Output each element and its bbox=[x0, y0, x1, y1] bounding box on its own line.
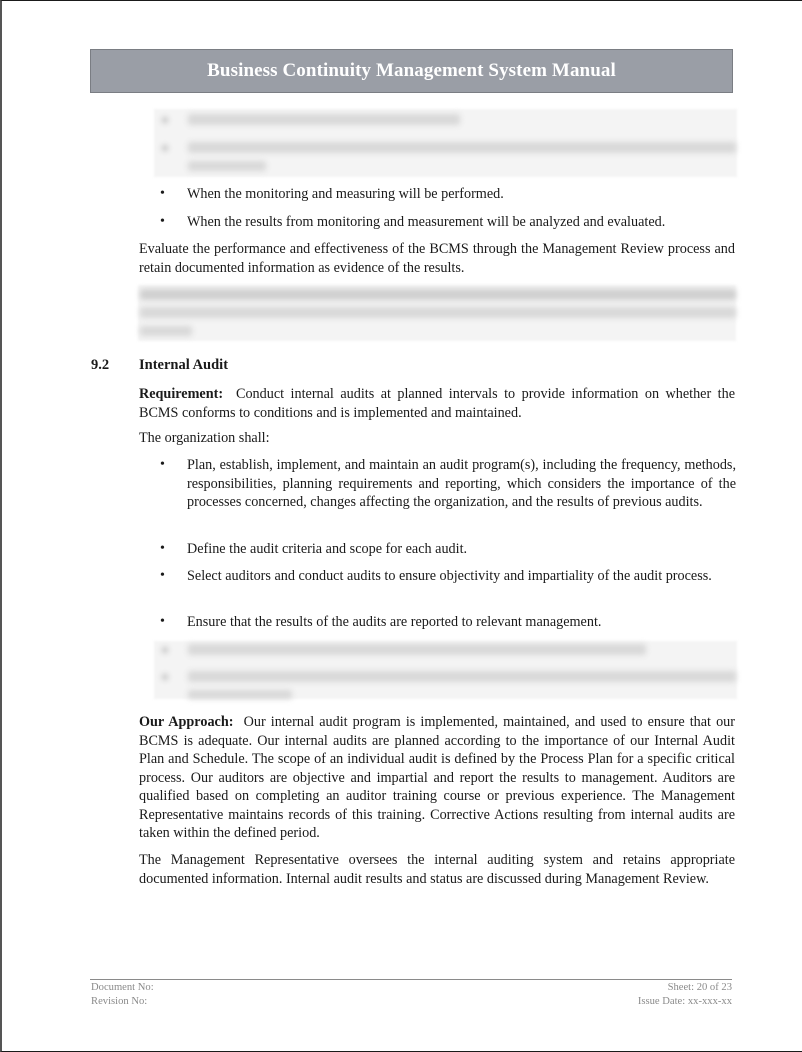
blurred-bullet-dot bbox=[162, 674, 168, 680]
footer-right bbox=[638, 981, 732, 1009]
bullet-icon: • bbox=[160, 186, 165, 201]
blurred-bullet-text bbox=[188, 161, 266, 171]
footer-left bbox=[91, 981, 154, 1009]
requirement-paragraph bbox=[139, 385, 735, 422]
section-number: 9.2 bbox=[91, 357, 110, 373]
blurred-bullet-text bbox=[188, 690, 292, 699]
bullet-icon: • bbox=[160, 614, 165, 629]
blurred-bullet-text bbox=[188, 644, 646, 655]
closing-paragraph: The Management Representative oversees the internal auditing system and retains appropriate documented information. Internal audit results and status are discussed during Management Review. bbox=[139, 852, 735, 887]
blurred-bullet-text bbox=[188, 671, 736, 682]
blurred-paragraph-line bbox=[140, 326, 192, 336]
document-no-label: Document No: bbox=[91, 982, 154, 993]
list-item: • Ensure that the results of the audits are reported to relevant management. bbox=[160, 614, 602, 630]
document-title: Business Continuity Management System Manual bbox=[207, 60, 616, 81]
approach-label: Our Approach: bbox=[139, 714, 234, 730]
approach-paragraph bbox=[139, 713, 735, 843]
list-item: • When the monitoring and measuring will be performed. bbox=[160, 186, 504, 202]
bullet-icon: • bbox=[160, 214, 165, 229]
issue-date: Issue Date: xx-xxx-xx bbox=[637, 996, 732, 1007]
organization-intro: The organization shall: bbox=[139, 430, 270, 446]
section-title: Internal Audit bbox=[139, 357, 229, 373]
blurred-bullet-dot bbox=[162, 145, 168, 151]
list-item: • Select auditors and conduct audits to ensure objectivity and impartiality of the audit process. bbox=[160, 568, 712, 584]
revision-no-label: Revision No: bbox=[91, 996, 148, 1007]
approach-text: Our internal audit program is implemented, maintained, and used to ensure that our BCMS is adequate. Our internal audits are planned according to the importance of our Internal Audit Plan and Schedule. The scope of an individual audit is defined by the Process Plan for a specific critical process. Our auditors are objective and impartial and report the results to management. Auditors are qualified based on completing an auditor training course or previous experience. The Management Representative maintains records of this training. Corrective Actions resulting from internal audits are taken within the defined period. bbox=[139, 714, 735, 841]
list-item: • Plan, establish, implement, and maintain an audit program(s), including the frequency, methods, responsibilities, planning requirements and reporting, which considers the importance of the processes concerned, changes affecting the organization, and the results of previous audits. bbox=[160, 457, 736, 510]
list-item: • When the results from monitoring and measurement will be analyzed and evaluated. bbox=[160, 214, 666, 230]
requirement-text: Conduct internal audits at planned intervals to provide information on whether the BCMS conforms to conditions and is implemented and maintained. bbox=[139, 386, 735, 421]
blurred-bullet-dot bbox=[162, 647, 168, 653]
blurred-bullet-text bbox=[188, 114, 460, 125]
sheet-number: Sheet: 20 of 23 bbox=[667, 982, 732, 993]
blurred-bullet-dot bbox=[162, 117, 168, 123]
header-title-bar bbox=[90, 49, 733, 93]
blurred-bullet-text bbox=[188, 142, 736, 153]
requirement-label: Requirement: bbox=[139, 386, 224, 402]
evaluation-paragraph: Evaluate the performance and effectiveness of the BCMS through the Management Review process and retain documented information as evidence of the results. bbox=[139, 241, 735, 276]
blurred-paragraph-line bbox=[140, 307, 736, 318]
footer-divider bbox=[90, 979, 732, 980]
list-item: • Define the audit criteria and scope for each audit. bbox=[160, 541, 468, 557]
bullet-icon: • bbox=[160, 457, 165, 472]
bullet-icon: • bbox=[160, 541, 165, 556]
bullet-icon: • bbox=[160, 568, 165, 583]
blurred-paragraph-line bbox=[140, 289, 736, 300]
